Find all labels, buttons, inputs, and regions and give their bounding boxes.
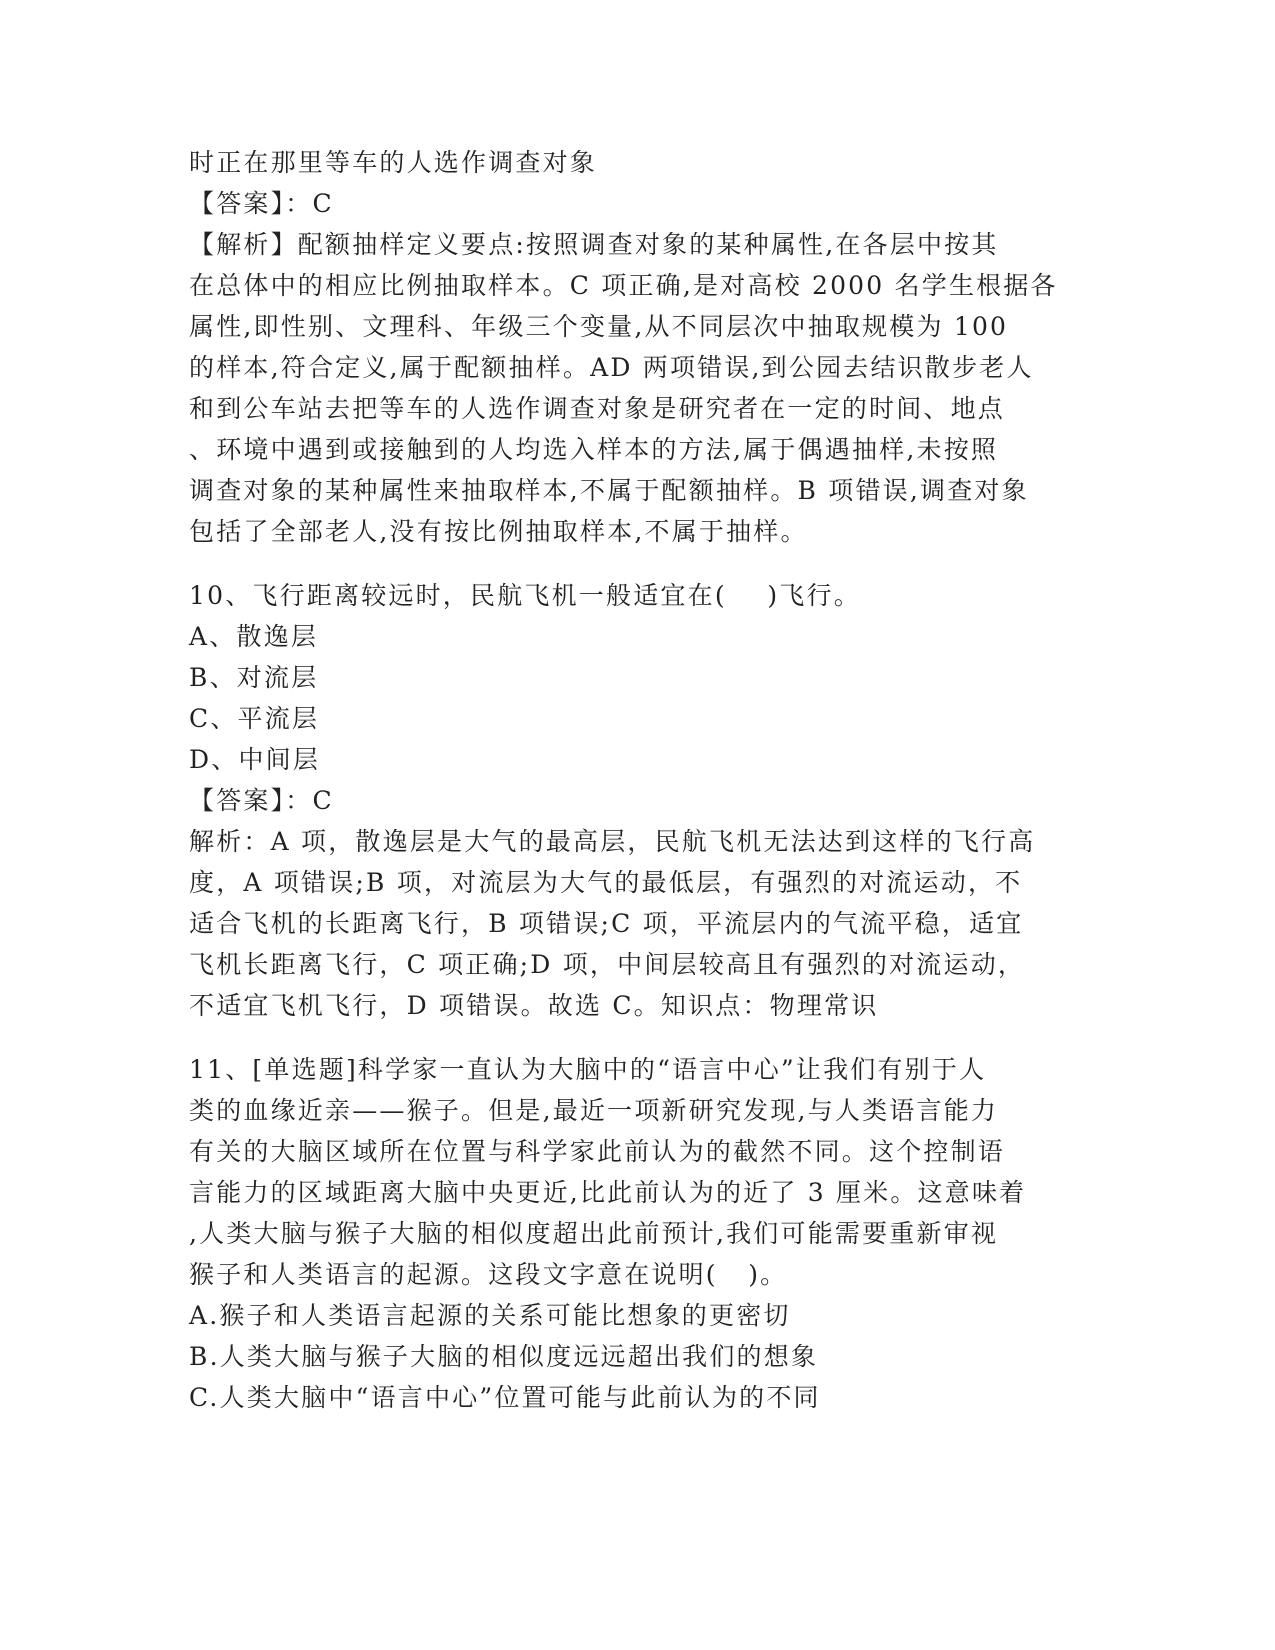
question-11-stem-5: ,人类大脑与猴子大脑的相似度超出此前预计,我们可能需要重新审视: [189, 1219, 999, 1248]
question-10-stem: 10、飞行距离较远时，民航飞机一般适宜在( )飞行。: [189, 581, 861, 610]
analysis-line-q9-4: 的样本,符合定义,属于配额抽样。AD 两项错误,到公园去结识散步老人: [189, 353, 1034, 382]
question-10-option-c: C、平流层: [189, 704, 320, 733]
question-11-stem-1: 11、[单选题]科学家一直认为大脑中的“语言中心”让我们有别于人: [189, 1055, 987, 1084]
question-11-stem-6: 猴子和人类语言的起源。这段文字意在说明( )。: [189, 1260, 788, 1289]
analysis-line-q9-5: 和到公车站去把等车的人选作调查对象是研究者在一定的时间、地点: [189, 394, 1006, 423]
answer-line-q10: 【答案】：C: [189, 786, 334, 815]
analysis-line-q9-1: 【解析】配额抽样定义要点:按照调查对象的某种属性,在各层中按其: [189, 230, 999, 259]
question-11-option-a: A.猴子和人类语言起源的关系可能比想象的更密切: [189, 1301, 791, 1330]
question-11-stem-2: 类的血缘近亲——猴子。但是,最近一项新研究发现,与人类语言能力: [189, 1096, 999, 1125]
question-11-stem-3: 有关的大脑区域所在位置与科学家此前认为的截然不同。这个控制语: [189, 1137, 1006, 1166]
analysis-line-q10-2: 度，A 项错误;B 项，对流层为大气的最低层，有强烈的对流运动，不: [189, 868, 1023, 897]
analysis-line-q9-7: 调查对象的某种属性来抽取样本,不属于配额抽样。B 项错误,调查对象: [189, 476, 1029, 505]
answer-line-q9: 【答案】：C: [189, 189, 334, 218]
analysis-line-q10-4: 飞机长距离飞行，C 项正确;D 项，中间层较高且有强烈的对流运动，: [189, 950, 1026, 979]
analysis-line-q10-3: 适合飞机的长距离飞行，B 项错误;C 项，平流层内的气流平稳，适宜: [189, 909, 1024, 938]
question-10-option-b: B、对流层: [189, 663, 319, 692]
question-10-option-a: A、散逸层: [189, 622, 319, 651]
analysis-line-q10-5: 不适宜飞机飞行，D 项错误。故选 C。知识点：物理常识: [189, 991, 879, 1020]
question-11-option-c: C.人类大脑中“语言中心”位置可能与此前认为的不同: [189, 1383, 821, 1412]
analysis-line-q9-6: 、环境中遇到或接触到的人均选入样本的方法,属于偶遇抽样,未按照: [189, 435, 999, 464]
analysis-line-q9-2: 在总体中的相应比例抽取样本。C 项正确,是对高校 2000 名学生根据各: [189, 271, 1058, 300]
question-11-stem-4: 言能力的区域距离大脑中央更近,比此前认为的近了 3 厘米。这意味着: [189, 1178, 1027, 1207]
question-11-option-b: B.人类大脑与猴子大脑的相似度远远超出我们的想象: [189, 1342, 819, 1371]
text-line-q9-option-tail: 时正在那里等车的人选作调查对象: [189, 148, 598, 177]
analysis-line-q10-1: 解析：A 项，散逸层是大气的最高层，民航飞机无法达到这样的飞行高: [189, 827, 1036, 856]
question-10-option-d: D、中间层: [189, 745, 321, 774]
analysis-line-q9-8: 包括了全部老人,没有按比例抽取样本,不属于抽样。: [189, 517, 808, 546]
analysis-line-q9-3: 属性,即性别、文理科、年级三个变量,从不同层次中抽取规模为 100: [189, 312, 1009, 341]
